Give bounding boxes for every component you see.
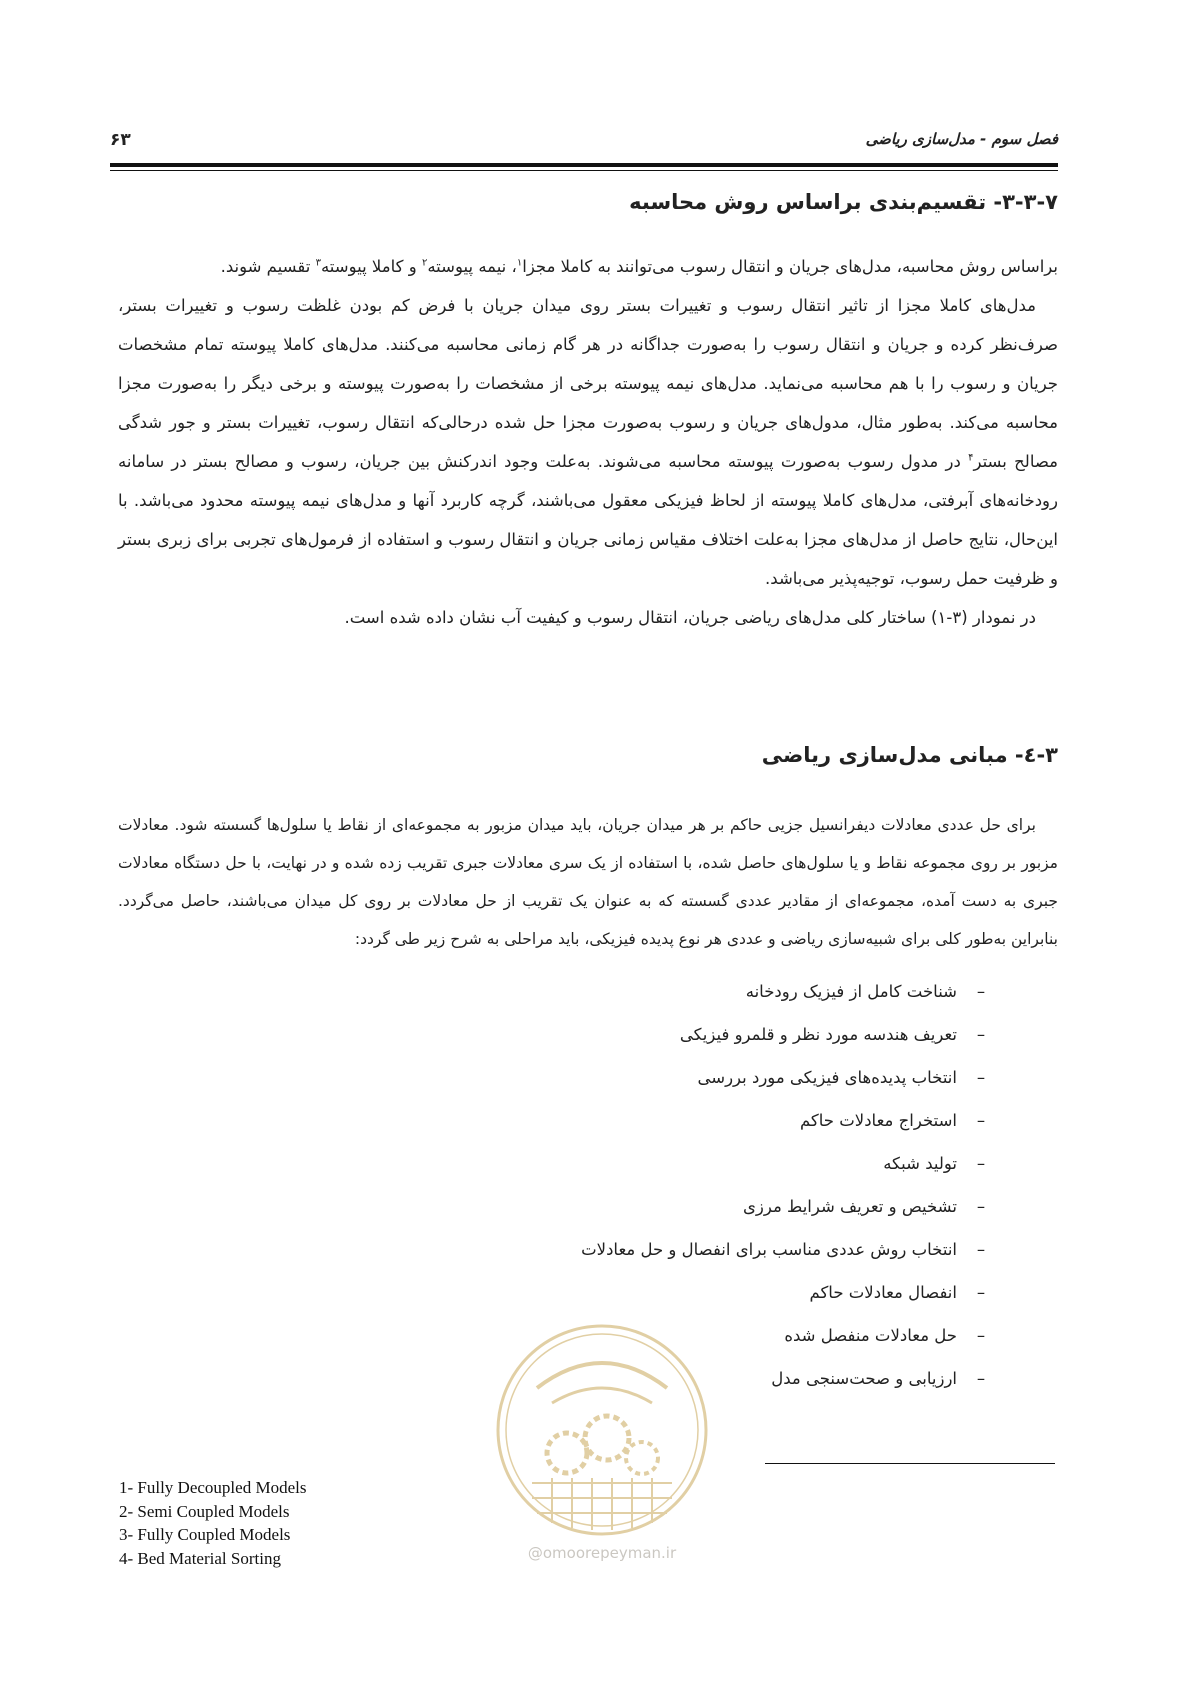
section-heading-3-3-7: ۳-۳-۷- تقسیم‌بندی براساس روش محاسبه — [629, 190, 1058, 214]
text-run: تقسیم شوند. — [220, 257, 316, 276]
dash-bullet: – — [976, 1326, 986, 1345]
footnote-ref-2[interactable]: ۲ — [421, 257, 428, 269]
text-run: براساس روش محاسبه، مدل‌های جریان و انتقال رسوب می‌توانند به کاملا مجزا — [522, 257, 1058, 276]
footnote-rule — [765, 1463, 1055, 1464]
list-item — [581, 1142, 991, 1185]
gear-icon — [547, 1433, 587, 1473]
footnote-ref-1[interactable]: ۱ — [516, 257, 523, 269]
step-text: شناخت کامل از فیزیک رودخانه — [745, 982, 957, 1001]
step-text: حل معادلات منفصل شده — [784, 1326, 957, 1345]
header-rule-thin — [110, 170, 1058, 171]
footnote-ref-3[interactable]: ۳ — [315, 257, 321, 269]
running-head — [110, 130, 1058, 156]
seal-outer-ring — [498, 1326, 706, 1534]
watermark-url: @omoorepeyman.ir — [527, 1544, 677, 1562]
page-number: ۶۳ — [110, 130, 131, 150]
section-body-3-3-7 — [118, 247, 1058, 637]
text-run: در مدول رسوب به‌صورت پیوسته محاسبه می‌شوند. به‌علت وجود اندرکنش بین جریان، رسوب و مصالح بستر در سامانه رودخانه‌های آبرفتی، مدل‌های کاملا پیوسته از لحاظ فیزیکی معقول می‌باشند، گرچه کاربرد آنها و مدل‌های نیمه پیوسته محدود می‌باشد. با این‌حال، نتایج حاصل از مدل‌های مجزا به‌علت اختلاف مقیاس زمانی جریان و انتقال رسوب و استفاده از فرمول‌های تجربی برای زبری بستر و ظرفیت حمل رسوب، توجیه‌پذیر می‌باشد. — [118, 452, 1058, 588]
step-text: انتخاب پدیده‌های فیزیکی مورد بررسی — [697, 1068, 957, 1087]
footnote-4: 4- Bed Material Sorting — [119, 1548, 281, 1568]
list-item — [581, 1056, 991, 1099]
paragraph-1 — [118, 247, 1058, 286]
chapter-title: فصل سوم - مدل‌سازی ریاضی — [865, 130, 1058, 148]
dash-bullet: – — [976, 1111, 986, 1130]
step-text: انفصال معادلات حاکم — [809, 1283, 957, 1302]
step-text: تولید شبکه — [883, 1154, 957, 1173]
footnote-3: 3- Fully Coupled Models — [119, 1525, 291, 1544]
dash-bullet: – — [976, 1154, 986, 1173]
list-item — [581, 970, 991, 1013]
step-text: تعریف هندسه مورد نظر و قلمرو فیزیکی — [679, 1025, 957, 1044]
dash-bullet: – — [976, 1197, 986, 1216]
dash-bullet: – — [976, 1025, 986, 1044]
list-item — [581, 1013, 991, 1056]
step-text: استخراج معادلات حاکم — [799, 1111, 957, 1130]
dash-bullet: – — [976, 1369, 986, 1388]
seal-script-stroke — [552, 1388, 652, 1403]
dash-bullet: – — [976, 1283, 986, 1302]
dash-bullet: – — [976, 1068, 986, 1087]
list-item — [581, 1185, 991, 1228]
paragraph-3: در نمودار (۳-۱) ساختار کلی مدل‌های ریاضی جریان، انتقال رسوب و کیفیت آب نشان داده شده است. — [344, 608, 1036, 627]
text-run: و کاملا پیوسته — [320, 257, 422, 276]
seal-grid — [532, 1478, 672, 1530]
footnote-2: 2- Semi Coupled Models — [119, 1501, 290, 1521]
list-item — [581, 1228, 991, 1271]
list-item — [581, 1271, 991, 1314]
step-text: انتخاب روش عددی مناسب برای انفصال و حل معادلات — [581, 1240, 957, 1259]
text-run: مدل‌های کاملا مجزا از تاثیر انتقال رسوب و تغییرات بستر روی میدان جریان با فرض کم بودن غلظت رسوب و تغییرات بستر، صرف‌نظر کرده و جریان و انتقال رسوب را به‌صورت جداگانه در هر گام زمانی محاسبه می‌کنند. مدل‌های کاملا پیوسته تمام مشخصات جریان و رسوب را با هم محاسبه می‌نماید. مدل‌های نیمه پیوسته برخی از مشخصات را به‌صورت پیوسته و برخی دیگر را به‌صورت مجزا محاسبه می‌کند. به‌طور مثال، مدول‌های جریان و رسوب به‌صورت مجزا حل شده درحالی‌که انتقال رسوب، تغییرات بستر و جور شدگی مصالح بستر — [118, 296, 1058, 471]
header-rule-thick — [110, 163, 1058, 167]
step-text: تشخیص و تعریف شرایط مرزی — [742, 1197, 957, 1216]
section-body-3-4 — [118, 806, 1058, 958]
footnote-1: 1- Fully Decoupled Models — [119, 1478, 307, 1497]
text-run: ، نیمه پیوسته — [427, 257, 517, 276]
footnotes — [119, 1476, 306, 1570]
paragraph-4: برای حل عددی معادلات دیفرانسیل جزیی حاکم بر هر میدان جریان، باید میدان مزبور به مجموعه‌ای از نقاط یا سلول‌ها گسسته شود. معادلات مزبور بر روی مجموعه نقاط و یا سلول‌های حاصل شده، با استفاده از یک سری معادلات جبری تقریب زده شده و در نهایت، با حل دستگاه معادلات جبری به دست آمده، مجموعه‌ای از مقادیر عددی گسسته که به عنوان یک تقریب از حل معادلات بر روی کل میدان می‌باشند، حاصل می‌گردد. بنابراین به‌طور کلی برای شبیه‌سازی ریاضی و عددی هر نوع پدیده فیزیکی، باید مراحلی به شرح زیر طی گردد: — [118, 816, 1058, 948]
watermark-seal — [492, 1318, 712, 1563]
paragraph-2 — [118, 286, 1058, 598]
gear-icon — [626, 1442, 658, 1474]
list-item — [581, 1099, 991, 1142]
dash-bullet: – — [976, 1240, 986, 1259]
section-heading-3-4: ۳-٤- مبانی مدل‌سازی ریاضی — [761, 743, 1058, 767]
footnote-ref-4[interactable]: ۴ — [968, 452, 974, 464]
step-text: ارزیابی و صحت‌سنجی مدل — [771, 1369, 957, 1388]
seal-script-stroke — [537, 1363, 667, 1388]
dash-bullet: – — [976, 982, 986, 1001]
gear-icon — [585, 1416, 629, 1460]
